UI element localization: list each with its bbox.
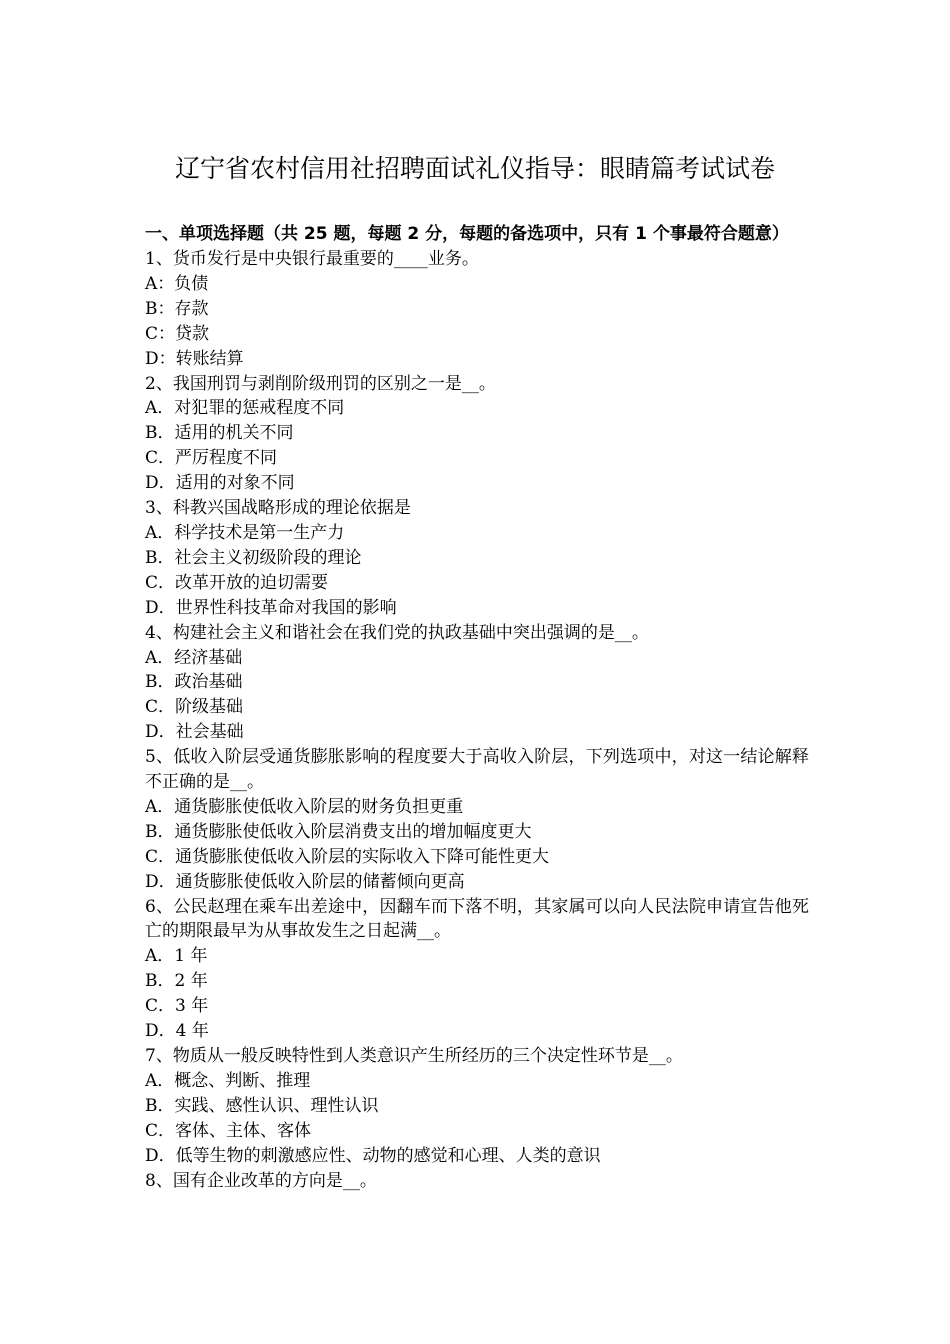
document-body bbox=[145, 222, 809, 1193]
option-d: D．低等生物的刺激感应性、动物的感觉和心理、人类的意识 bbox=[145, 1145, 601, 1166]
question-1 bbox=[145, 247, 809, 372]
question-3 bbox=[145, 496, 809, 621]
question-2 bbox=[145, 372, 809, 497]
option-d: D．4 年 bbox=[145, 1021, 209, 1042]
question-stem: 3、科教兴国战略形成的理论依据是 bbox=[145, 498, 411, 519]
question-6 bbox=[145, 895, 809, 1044]
option-b: B．适用的机关不同 bbox=[145, 423, 294, 444]
option-a: A．科学技术是第一生产力 bbox=[145, 522, 345, 543]
option-b: B．通货膨胀使低收入阶层消费支出的增加幅度更大 bbox=[145, 821, 532, 842]
option-d: D：转账结算 bbox=[145, 348, 244, 369]
option-d: D．世界性科技革命对我国的影响 bbox=[145, 597, 397, 618]
question-stem: 1、货币发行是中央银行最重要的____业务。 bbox=[145, 249, 479, 269]
question-stem: 7、物质从一般反映特性到人类意识产生所经历的三个决定性环节是__。 bbox=[145, 1046, 683, 1066]
option-a: A．经济基础 bbox=[145, 647, 243, 668]
option-c: C．3 年 bbox=[145, 996, 209, 1017]
question-stem: 6、公民赵理在乘车出差途中，因翻车而下落不明，其家属可以向人民法院申请宣告他死亡的期限最早为从事故发生之日起满__。 bbox=[145, 896, 809, 942]
option-c: C．阶级基础 bbox=[145, 697, 244, 718]
option-c: C．客体、主体、客体 bbox=[145, 1120, 312, 1141]
option-d: D．通货膨胀使低收入阶层的储蓄倾向更高 bbox=[145, 871, 465, 892]
question-7 bbox=[145, 1044, 809, 1169]
option-b: B．社会主义初级阶段的理论 bbox=[145, 547, 362, 568]
option-a: A．1 年 bbox=[145, 946, 208, 967]
option-d: D．适用的对象不同 bbox=[145, 473, 295, 494]
option-b: B．2 年 bbox=[145, 971, 208, 992]
option-b: B．实践、感性认识、理性认识 bbox=[145, 1095, 379, 1116]
question-5 bbox=[145, 745, 809, 894]
question-stem: 5、低收入阶层受通货膨胀影响的程度要大于高收入阶层，下列选项中，对这一结论解释不正确的是__。 bbox=[145, 747, 809, 793]
option-c: C．改革开放的迫切需要 bbox=[145, 572, 329, 593]
option-b: B．政治基础 bbox=[145, 672, 243, 693]
option-d: D．社会基础 bbox=[145, 722, 244, 743]
document-title: 辽宁省农村信用社招聘面试礼仪指导：眼睛篇考试试卷 bbox=[174, 154, 775, 183]
section-heading: 一、单项选择题（共 25 题，每题 2 分，每题的备选项中，只有 1 个事最符合题意） bbox=[145, 224, 789, 244]
question-stem: 4、构建社会主义和谐社会在我们党的执政基础中突出强调的是__。 bbox=[145, 622, 649, 643]
option-c: C．通货膨胀使低收入阶层的实际收入下降可能性更大 bbox=[145, 846, 550, 867]
question-4 bbox=[145, 621, 809, 746]
question-stem: 2、我国刑罚与剥削阶级刑罚的区别之一是__。 bbox=[145, 373, 496, 394]
option-a: A．对犯罪的惩戒程度不同 bbox=[145, 398, 345, 419]
option-a: A．概念、判断、推理 bbox=[145, 1070, 311, 1091]
option-c: C．严厉程度不同 bbox=[145, 448, 278, 469]
option-a: A：负债 bbox=[145, 273, 209, 294]
question-stem: 8、国有企业改革的方向是__。 bbox=[145, 1170, 377, 1191]
option-a: A．通货膨胀使低收入阶层的财务负担更重 bbox=[145, 796, 464, 817]
option-c: C：贷款 bbox=[145, 323, 210, 344]
question-8 bbox=[145, 1169, 809, 1194]
option-b: B：存款 bbox=[145, 298, 209, 319]
